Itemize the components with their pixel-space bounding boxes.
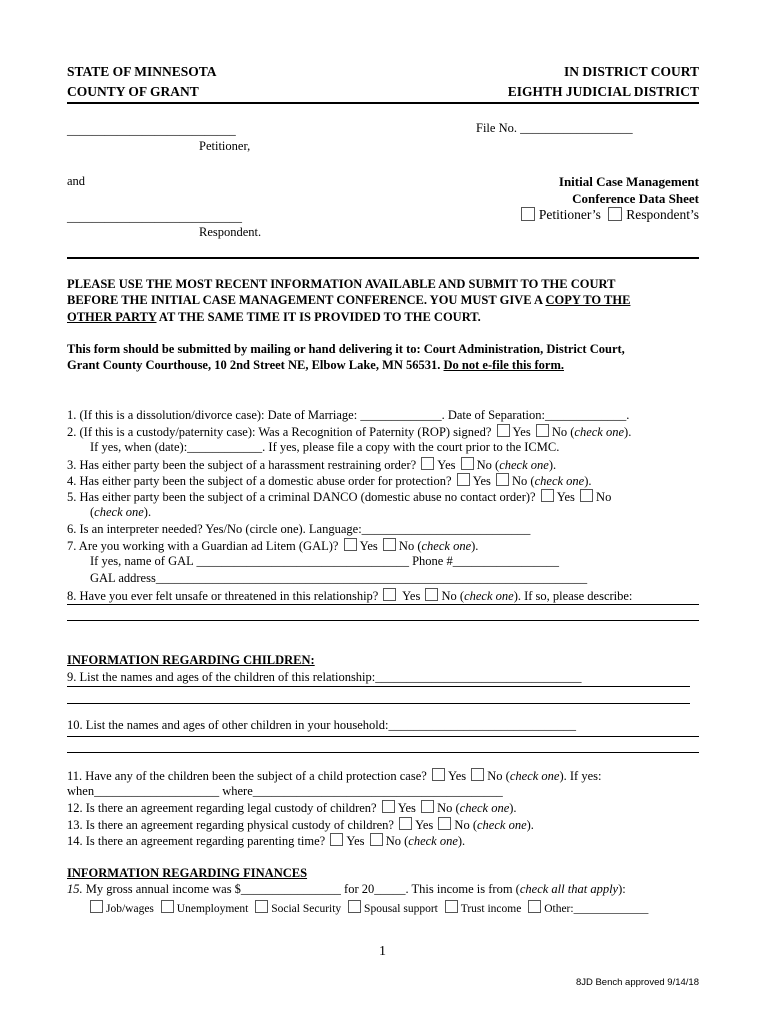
question-15-number: 15. xyxy=(67,882,83,896)
check-one-label: check one xyxy=(499,458,549,472)
paren: ) xyxy=(559,769,564,783)
submit-line2 xyxy=(67,358,564,373)
children-heading: INFORMATION REGARDING CHILDREN: xyxy=(67,653,315,667)
paren: ). xyxy=(548,458,557,472)
respondents-checkbox[interactable] xyxy=(608,207,622,221)
question-4 xyxy=(67,473,592,489)
no-label: No ( xyxy=(551,425,575,439)
paren: ). xyxy=(471,539,479,553)
form-title-line1: Initial Case Management xyxy=(558,174,699,189)
q10-answer-line-2[interactable] xyxy=(67,751,699,753)
q12-yes-checkbox[interactable] xyxy=(382,800,395,813)
petitioners-checkbox[interactable] xyxy=(521,207,535,221)
paren: ). xyxy=(526,818,534,832)
spousal-support-checkbox[interactable] xyxy=(348,900,361,913)
question-7-gal-name[interactable]: If yes, name of GAL __________________________________ Phone #_________________ xyxy=(90,554,559,568)
question-11-text: 11. Have any of the children been the subject of a child protection case? xyxy=(67,769,427,783)
caption-rule xyxy=(67,257,699,259)
question-3 xyxy=(67,457,556,473)
yes-label: Yes xyxy=(447,769,467,783)
notice-copy-underlined: COPY TO THE xyxy=(545,293,631,307)
no-label: No xyxy=(596,490,612,504)
q8-no-checkbox[interactable] xyxy=(425,588,438,601)
question-7-text: 7. Are you working with a Guardian ad Litem (GAL)? xyxy=(67,539,339,553)
q3-yes-checkbox[interactable] xyxy=(421,457,434,470)
no-label: No ( xyxy=(385,834,409,848)
question-5 xyxy=(67,489,611,505)
respondent-label: Respondent. xyxy=(199,225,262,239)
q4-no-checkbox[interactable] xyxy=(496,473,509,486)
notice-line1: PLEASE USE THE MOST RECENT INFORMATION AVAILABLE AND SUBMIT TO THE COURT xyxy=(67,277,616,291)
income-option-label: Trust income xyxy=(460,903,522,915)
question-2-text: 2. (If this is a custody/paternity case): Was a Recognition of Paternity (ROP) signed? xyxy=(67,425,492,439)
submit-line1: This form should be submitted by mailing or hand delivering it to: Court Administration, District Court, xyxy=(67,342,625,356)
q9-answer-line-2[interactable] xyxy=(67,702,690,704)
respondent-blank[interactable]: ____________________________ xyxy=(67,210,242,224)
no-efile-notice: Do not e-file this form. xyxy=(443,358,564,372)
paren: ). xyxy=(624,425,632,439)
paren: ). xyxy=(457,834,466,848)
page-number: 1 xyxy=(379,944,386,959)
yes-label: Yes xyxy=(556,490,575,504)
county-label: COUNTY OF GRANT xyxy=(67,84,199,99)
q3-no-checkbox[interactable] xyxy=(461,457,474,470)
paren: ) xyxy=(513,589,518,603)
check-one-label: check one xyxy=(509,769,560,783)
notice-line3 xyxy=(67,310,481,325)
no-label: No ( xyxy=(441,589,465,603)
q13-no-checkbox[interactable] xyxy=(438,817,451,830)
petitioners-label: Petitioner’s xyxy=(538,207,601,222)
question-2 xyxy=(67,424,631,440)
notice-line2 xyxy=(67,293,630,308)
party-selector xyxy=(517,207,699,223)
question-5-text: 5. Has either party been the subject of a criminal DANCO (domestic abuse no contact order)? xyxy=(67,490,536,504)
question-14 xyxy=(67,833,465,849)
yes-label: Yes xyxy=(512,425,531,439)
court-label: IN DISTRICT COURT xyxy=(563,64,699,79)
trust-income-checkbox[interactable] xyxy=(445,900,458,913)
question-12 xyxy=(67,800,517,816)
no-label: No ( xyxy=(398,539,422,553)
yes-label: Yes xyxy=(437,458,456,472)
question-7 xyxy=(67,538,478,554)
q9-answer-line-1[interactable] xyxy=(67,685,690,687)
q7-yes-checkbox[interactable] xyxy=(344,538,357,551)
question-13-text: 13. Is there an agreement regarding physical custody of children? xyxy=(67,818,394,832)
question-15-text: My gross annual income was $________________ for 20_____. This income is from ( xyxy=(82,882,520,896)
question-11-tail: . If yes: xyxy=(563,769,602,783)
check-one-label: check one xyxy=(477,818,527,832)
notice-other-party-underlined: OTHER PARTY xyxy=(67,310,157,324)
question-14-text: 14. Is there an agreement regarding parenting time? xyxy=(67,834,326,848)
no-label: No ( xyxy=(437,801,460,815)
q4-yes-checkbox[interactable] xyxy=(457,473,470,486)
yes-label: Yes xyxy=(402,589,421,603)
q2-yes-checkbox[interactable] xyxy=(497,424,510,437)
question-5-followup: (check one). xyxy=(90,505,152,519)
check-one-label: check one xyxy=(94,505,144,519)
q8-yes-checkbox[interactable] xyxy=(383,588,396,601)
question-9: 9. List the names and ages of the children of this relationship:_________________________________ xyxy=(67,670,582,684)
question-7-gal-address[interactable]: GAL address_____________________________________________________________________ xyxy=(90,571,588,585)
q11-yes-checkbox[interactable] xyxy=(432,768,445,781)
question-6: 6. Is an interpreter needed? Yes/No (circle one). Language:___________________________ xyxy=(67,522,531,536)
income-option-label: Spousal support xyxy=(364,903,438,915)
check-one-label: check one xyxy=(408,834,458,848)
finance-heading: INFORMATION REGARDING FINANCES xyxy=(67,866,308,880)
question-11-followup[interactable]: when____________________ where________________________________________ xyxy=(67,784,503,798)
paren: ). xyxy=(509,801,517,815)
question-11 xyxy=(67,768,601,784)
question-8-tail: . If so, please describe: xyxy=(517,589,633,603)
petitioner-blank[interactable]: ___________________________ xyxy=(67,123,236,137)
income-source-options xyxy=(88,900,648,915)
district-label: EIGHTH JUDICIAL DISTRICT xyxy=(507,84,699,99)
q11-no-checkbox[interactable] xyxy=(471,768,484,781)
q10-answer-line-1[interactable] xyxy=(67,735,699,737)
check-one-label: check one xyxy=(464,589,514,603)
question-8-text: 8. Have you ever felt unsafe or threatened in this relationship? xyxy=(67,589,379,603)
q12-no-checkbox[interactable] xyxy=(421,800,434,813)
question-8 xyxy=(67,588,632,604)
question-13 xyxy=(67,817,534,833)
job-wages-checkbox[interactable] xyxy=(90,900,103,913)
check-one-label: check one xyxy=(574,425,625,439)
question-2-followup: If yes, when (date):____________. If yes, please file a copy with the court prior to the ICMC. xyxy=(90,440,560,454)
notice-line3-text: AT THE SAME TIME IT IS PROVIDED TO THE COURT. xyxy=(156,310,481,324)
no-label: No ( xyxy=(512,474,535,488)
respondents-label: Respondent’s xyxy=(626,207,699,222)
no-label: No ( xyxy=(454,818,477,832)
approval-footer: 8JD Bench approved 9/14/18 xyxy=(575,977,699,988)
question-10: 10. List the names and ages of other children in your household:______________________________ xyxy=(67,718,576,732)
question-3-text: 3. Has either party been the subject of a harassment restraining order? xyxy=(67,458,417,472)
q14-no-checkbox[interactable] xyxy=(370,833,383,846)
yes-label: Yes xyxy=(397,801,416,815)
other-income-checkbox[interactable] xyxy=(528,900,541,913)
no-label: No ( xyxy=(487,769,510,783)
yes-label: Yes xyxy=(346,834,365,848)
paren: ): xyxy=(618,882,626,896)
question-12-text: 12. Is there an agreement regarding legal custody of children? xyxy=(67,801,377,815)
income-option-label: Social Security xyxy=(271,903,342,915)
q5-no-checkbox[interactable] xyxy=(580,489,593,502)
paren: ). xyxy=(143,505,152,519)
yes-label: Yes xyxy=(415,818,434,832)
income-option-label[interactable]: Other:_____________ xyxy=(544,903,649,915)
check-all-label: check all that apply xyxy=(519,882,619,896)
and-label: and xyxy=(67,174,86,188)
q7-no-checkbox[interactable] xyxy=(383,538,396,551)
notice-line2-text: BEFORE THE INITIAL CASE MANAGEMENT CONFERENCE. YOU MUST GIVE A xyxy=(67,293,546,307)
question-4-text: 4. Has either party been the subject of a domestic abuse order for protection? xyxy=(67,474,452,488)
q5-yes-checkbox[interactable] xyxy=(541,489,554,502)
social-security-checkbox[interactable] xyxy=(255,900,268,913)
question-1: 1. (If this is a dissolution/divorce case): Date of Marriage: _____________. Date of Separation:_____________. xyxy=(67,408,630,422)
yes-label: Yes xyxy=(359,539,378,553)
income-option-label: Unemployment xyxy=(176,903,249,915)
q8-answer-line-2[interactable] xyxy=(67,619,699,621)
q2-no-checkbox[interactable] xyxy=(536,424,549,437)
q8-answer-line-1[interactable] xyxy=(67,603,699,605)
state-label: STATE OF MINNESOTA xyxy=(67,64,217,79)
q14-yes-checkbox[interactable] xyxy=(330,833,343,846)
yes-label: Yes xyxy=(472,474,491,488)
header-rule xyxy=(67,102,699,104)
question-15 xyxy=(67,882,626,897)
check-one-label: check one xyxy=(459,801,510,815)
q13-yes-checkbox[interactable] xyxy=(399,817,412,830)
petitioner-label: Petitioner, xyxy=(199,139,251,153)
form-title-line2: Conference Data Sheet xyxy=(572,191,699,206)
file-no-field[interactable]: File No. __________________ xyxy=(476,121,633,135)
submit-address: Grant County Courthouse, 10 2nd Street NE, Elbow Lake, MN 56531. xyxy=(67,358,444,372)
income-option-label: Job/wages xyxy=(106,903,154,915)
paren: ). xyxy=(584,474,592,488)
check-one-label: check one xyxy=(534,474,585,488)
unemployment-checkbox[interactable] xyxy=(161,900,174,913)
no-label: No ( xyxy=(476,458,500,472)
check-one-label: check one xyxy=(421,539,472,553)
